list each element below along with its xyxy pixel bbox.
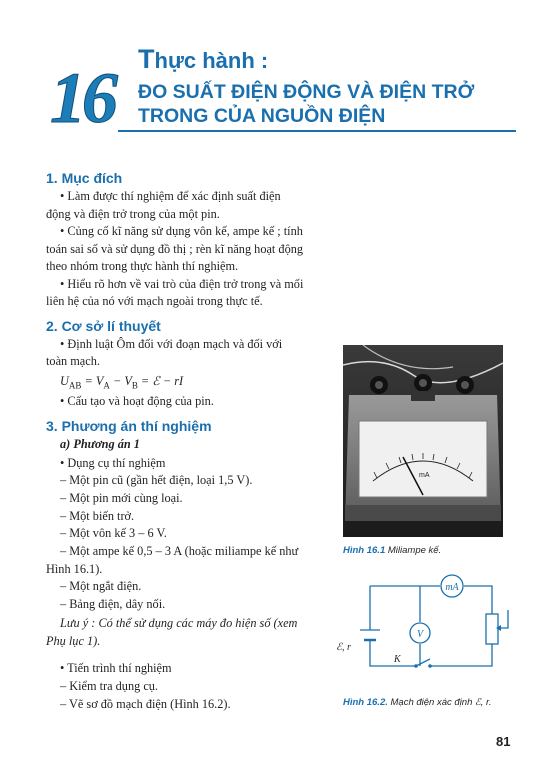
circuit-diagram [330, 566, 520, 686]
equipment-item: – Một pin cũ (gần hết điện, loại 1,5 V). [60, 473, 253, 487]
page-number: 81 [496, 734, 511, 749]
title-rule [118, 130, 516, 132]
milliammeter-illustration [343, 345, 503, 537]
note-line: Phụ lục 1). [46, 634, 101, 648]
equipment-item: – Một pin mới cùng loại. [60, 491, 183, 505]
equipment-item: – Một ngắt điện. [60, 579, 142, 593]
source-label: ℰ, r [336, 642, 351, 653]
meter-unit-label: mA [419, 472, 430, 479]
figure-16-1-caption: Hình 16.1 Miliampe kế. [343, 545, 442, 556]
subheading-method1: a) Phương án 1 [60, 437, 140, 451]
text-line: toán sai số và sử dụng đồ thị ; rèn kĩ năng hoạt động [46, 242, 304, 256]
rheostat-symbol [486, 614, 498, 644]
text-line: toàn mạch. [46, 354, 100, 368]
lesson-title-line2: ĐO SUẤT ĐIỆN ĐỘNG VÀ ĐIỆN TRỞ [138, 81, 475, 103]
text-line: • Dụng cụ thí nghiệm [60, 456, 166, 470]
procedure-item: – Vẽ sơ đồ mạch điện (Hình 16.2). [60, 697, 231, 711]
switch-symbol [416, 659, 430, 666]
section-heading-method: 3. Phương án thí nghiệm [46, 418, 212, 434]
switch-label: K [394, 654, 401, 665]
procedure-item: – Kiểm tra dụng cụ. [60, 679, 159, 693]
text-line: theo nhóm trong thực hành thí nghiệm. [46, 259, 239, 273]
section-heading-theory: 2. Cơ sở lí thuyết [46, 318, 161, 334]
text-line: • Hiểu rõ hơn về vai trò của điện trở trong và mối [60, 277, 304, 291]
text-line: • Định luật Ôm đối với đoạn mạch và đối với [60, 337, 283, 351]
text-line: động và điện trở trong của một pin. [46, 207, 220, 221]
lesson-title-line3: TRONG CỦA NGUỒN ĐIỆN [138, 105, 386, 127]
section-heading-purpose: 1. Mục đích [46, 170, 123, 186]
lesson-title-line1: Thực hành : [138, 44, 269, 74]
text-line: liên hệ của nó với mạch ngoài trong thực tế. [46, 294, 263, 308]
voltmeter-label: V [416, 629, 424, 640]
text-line: • Cấu tạo và hoạt động của pin. [60, 394, 214, 408]
text-line: • Làm được thí nghiệm để xác định suất điện [60, 189, 281, 203]
note-line: Lưu ý : Có thể sử dụng các máy đo hiện số (xem [60, 616, 298, 630]
text-line: • Củng cố kĩ năng sử dụng vôn kế, ampe kế ; tính [60, 224, 303, 238]
milliammeter-photo [343, 345, 503, 537]
equipment-item: – Một biến trở. [60, 509, 135, 523]
text-line: • Tiến trình thí nghiệm [60, 661, 172, 675]
figure-16-2-caption: Hình 16.2. Mạch điện xác định ℰ, r. [343, 697, 492, 708]
equipment-item: – Bảng điện, dây nối. [60, 597, 166, 611]
equipment-item: Hình 16.1). [46, 562, 103, 576]
ohm-formula: $U_{AB} = V_A - V_B$ = ℰ − rI [60, 374, 184, 391]
equipment-item: – Một ampe kế 0,5 – 3 A (hoặc miliampe kế như [60, 544, 299, 558]
lesson-number: 16 [50, 58, 114, 138]
equipment-item: – Một vôn kế 3 – 6 V. [60, 526, 167, 540]
ammeter-label: mA [445, 582, 459, 593]
